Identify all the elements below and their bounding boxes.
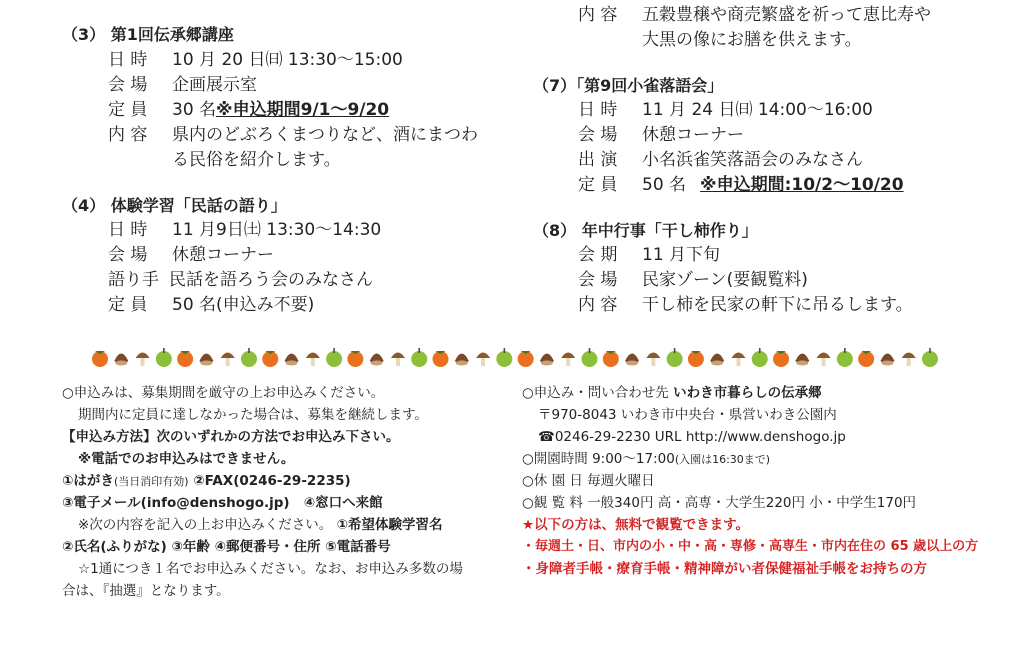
mushroom-icon (221, 353, 235, 367)
chestnut-icon (710, 354, 724, 366)
chestnut-icon (880, 354, 894, 366)
chestnut-icon (285, 354, 299, 366)
persimmon-icon (773, 351, 789, 367)
free-admission-heading: ★以下の方は、無料で観覧できます。 (522, 517, 750, 533)
event7-title: （7）「第9回小雀落語会」 (533, 76, 724, 95)
event3-date: 日 時 10 月 20 日㈰ 13:30～15:00 (108, 50, 403, 70)
apply-note-2: 期間内に定員に達しなかった場合は、募集を継続します。 (78, 407, 428, 423)
apply-email-visit: ③電子メール(info@denshogo.jp) ④窓口へ来館 (62, 495, 383, 511)
event4-venue: 会 場 休憩コーナー (108, 245, 274, 265)
chestnut-icon (795, 354, 809, 366)
pear-icon (922, 348, 938, 367)
mushroom-icon (902, 353, 916, 367)
event7-capacity: 定 員 50 名 ※申込期間:10/2～10/20 (578, 175, 904, 195)
event8-title: （8） 年中行事「干し柿作り」 (533, 221, 758, 240)
event8-content: 内 容 干し柿を民家の軒下に吊るします。 (578, 295, 913, 315)
mushroom-icon (731, 353, 745, 367)
pear-icon (411, 348, 427, 367)
mushroom-icon (391, 353, 405, 367)
chestnut-icon (114, 354, 128, 366)
apply-postcard-fax: ①はがき(当日消印有効) ②FAX(0246-29-2235) (62, 473, 351, 489)
mushroom-icon (646, 353, 660, 367)
persimmon-icon (92, 351, 108, 367)
contact-name: いわき市暮らしの伝承郷 (673, 385, 822, 401)
chestnut-icon (199, 354, 213, 366)
event8-period: 会 期 11 月下旬 (578, 245, 721, 265)
event6-content-cont: 大黒の像にお膳を供えます。 (642, 30, 862, 50)
apply-method-heading: 【申込み方法】次のいずれかの方法でお申込み下さい。 (62, 429, 400, 445)
free-admission-condition-1: ・毎週土・日、市内の小・中・高・専修・高専生・市内在住の 65 歳以上の方 (522, 539, 979, 554)
mushroom-icon (306, 353, 320, 367)
event4-title: （4） 体験学習「民話の語り」 (62, 196, 287, 215)
pear-icon (156, 348, 172, 367)
pear-icon (241, 348, 257, 367)
chestnut-icon (455, 354, 469, 366)
event3-title: （3） 第1回伝承郷講座 (62, 25, 234, 44)
autumn-fruit-border (90, 342, 940, 372)
event7-performers: 出 演 小名浜雀笑落語会のみなさん (578, 150, 863, 170)
pear-icon (667, 348, 683, 367)
persimmon-icon (688, 351, 704, 367)
mushroom-icon (817, 353, 831, 367)
event7-venue: 会 場 休憩コーナー (578, 125, 744, 145)
event4-date: 日 時 11 月9日㈯ 13:30～14:30 (108, 220, 382, 240)
persimmon-icon (177, 351, 193, 367)
pear-icon (326, 348, 342, 367)
event7-apply-period: ※申込期間:10/2～10/20 (700, 175, 904, 195)
chestnut-icon (370, 354, 384, 366)
persimmon-icon (262, 351, 278, 367)
event4-storyteller: 語り手 民話を語ろう会のみなさん (108, 270, 373, 290)
event3-content: 内 容 県内のどぶろくまつりなど、酒にまつわ (108, 125, 478, 145)
pear-icon (581, 348, 597, 367)
pear-icon (752, 348, 768, 367)
event3-content-cont: る民俗を紹介します。 (172, 150, 341, 170)
chestnut-icon (540, 354, 554, 366)
pear-icon (496, 348, 512, 367)
event3-venue: 会 場 企画展示室 (108, 75, 257, 95)
apply-lottery-note: ☆1通につき１名でお申込みください。なお、お申込み多数の場 (78, 561, 463, 577)
persimmon-icon (347, 351, 363, 367)
mushroom-icon (476, 353, 490, 367)
event8-venue: 会 場 民家ゾーン(要観覧料) (578, 270, 808, 290)
mushroom-icon (136, 353, 150, 367)
closed-days: ○休 園 日 毎週火曜日 (522, 473, 655, 489)
event6-content: 内 容 五穀豊穣や商売繁盛を祈って恵比寿や (578, 5, 931, 25)
admission-fee: ○観 覧 料 一般340円 高・高専・大学生220円 小・中学生170円 (522, 495, 917, 511)
apply-note-1: ○申込みは、募集期間を厳守の上お申込みください。 (62, 385, 385, 401)
persimmon-icon (433, 351, 449, 367)
pear-icon (837, 348, 853, 367)
apply-fill-note: ※次の内容を記入の上お申込みください。 ①希望体験学習名 (78, 517, 443, 533)
event7-date: 日 時 11 月 24 日㈰ 14:00～16:00 (578, 100, 873, 120)
event3-capacity: 定 員 30 名※申込期間9/1～9/20 (108, 100, 390, 120)
apply-no-phone: ※電話でのお申込みはできません。 (78, 451, 295, 467)
chestnut-icon (625, 354, 639, 366)
persimmon-icon (858, 351, 874, 367)
persimmon-icon (518, 351, 534, 367)
apply-lottery-note-cont: 合は、『抽選』となります。 (62, 583, 230, 599)
contact-address: 〒970-8043 いわき市中央台・県営いわき公園内 (538, 407, 837, 423)
free-admission-condition-2: ・身障者手帳・療育手帳・精神障がい者保健福祉手帳をお持ちの方 (522, 561, 927, 577)
event3-apply-period: ※申込期間9/1～9/20 (216, 100, 390, 120)
apply-required-fields: ②氏名(ふりがな) ③年齢 ④郵便番号・住所 ⑤電話番号 (62, 539, 391, 555)
contact-tel-url: ☎0246-29-2230 URL http://www.denshogo.jp (538, 429, 846, 445)
opening-hours: ○開園時間 9:00～17:00(入園は16:30まで) (522, 451, 771, 467)
event4-capacity: 定 員 50 名(申込み不要) (108, 295, 315, 315)
mushroom-icon (561, 353, 575, 367)
contact-line: ○申込み・問い合わせ先 いわき市暮らしの伝承郷 (522, 385, 822, 401)
persimmon-icon (603, 351, 619, 367)
